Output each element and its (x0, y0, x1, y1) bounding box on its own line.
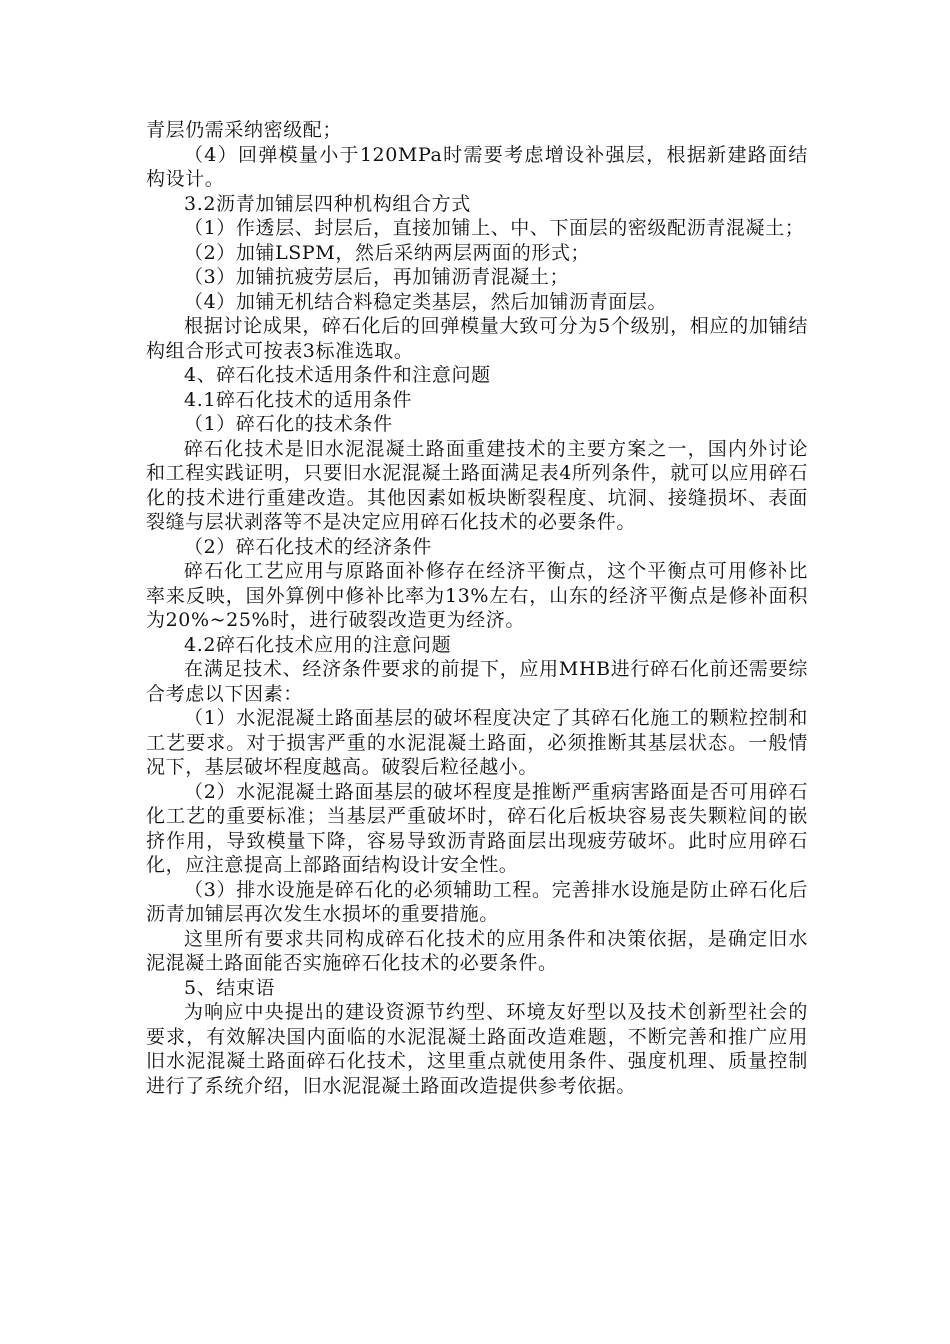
document-body (146, 118, 808, 1098)
list-item: （3）加铺抗疲劳层后，再加铺沥青混凝土； (184, 266, 570, 288)
list-item: （4）加铺无机结合料稳定类基层，然后加铺沥青面层。 (184, 290, 668, 313)
section-heading: 5、结束语 (184, 976, 276, 999)
subsection-heading: （1）碎石化的技术条件 (184, 413, 393, 435)
section-heading: 3.2沥青加铺层四种机构组合方式 (184, 192, 471, 215)
paragraph: 根据讨论成果，碎石化后的回弹模量大致可分为5个级别，相应的加铺结构组合形式可按表3标准选取。 (146, 315, 808, 362)
list-item: （2）水泥混凝土路面基层的破坏程度是推断严重病害路面是否可用碎石化工艺的重要标准；当基层严重破坏时，碎石化后板块容易丧失颗粒间的嵌挤作用，导致模量下降，容易导致沥青路面层出现疲劳破坏。此时应用碎石化，应注意提高上部路面结构设计安全性。 (146, 780, 808, 876)
section-heading: 4.1碎石化技术的适用条件 (184, 388, 413, 411)
subsection-heading: （2）碎石化技术的经济条件 (184, 535, 432, 558)
paragraph: 青层仍需采纳密级配； (146, 119, 343, 141)
list-item: （3）排水设施是碎石化的必须辅助工程。完善排水设施是防止碎石化后沥青加铺层再次发生水损坏的重要措施。 (146, 878, 808, 925)
paragraph: 这里所有要求共同构成碎石化技术的应用条件和决策依据，是确定旧水泥混凝土路面能否实施碎石化技术的必要条件。 (146, 927, 808, 974)
list-item: （1）作透层、封层后，直接加铺上、中、下面层的密级配沥青混凝土； (184, 217, 805, 239)
section-heading: 4.2碎石化技术应用的注意问题 (184, 633, 452, 656)
list-item: （2）加铺LSPM，然后采纳两层两面的形式； (184, 241, 591, 264)
paragraph: 碎石化工艺应用与原路面补修存在经济平衡点，这个平衡点可用修补比率来反映，国外算例中修补比率为13%左右，山东的经济平衡点是修补面积为20%~25%时，进行破裂改造更为经济。 (146, 560, 808, 631)
list-item: （1）水泥混凝土路面基层的破坏程度决定了其碎石化施工的颗粒控制和工艺要求。对于损害严重的水泥混凝土路面，必须推断其基层状态。一般情况下，基层破坏程度越高。破裂后粒径越小。 (146, 707, 808, 778)
section-heading: 4、碎石化技术适用条件和注意问题 (184, 364, 491, 386)
paragraph: 在满足技术、经济条件要求的前提下，应用MHB进行碎石化前还需要综合考虑以下因素： (146, 658, 808, 705)
paragraph: 碎石化技术是旧水泥混凝土路面重建技术的主要方案之一，国内外讨论和工程实践证明，只要旧水泥混凝土路面满足表4所列条件，就可以应用碎石化的技术进行重建改造。其他因素如板块断裂程度、坑洞、接缝损坏、表面裂缝与层状剥落等不是决定应用碎石化技术的必要条件。 (146, 437, 808, 533)
paragraph: 为响应中央提出的建设资源节约型、环境友好型以及技术创新型社会的要求，有效解决国内面临的水泥混凝土路面改造难题，不断完善和推广应用旧水泥混凝土路面碎石化技术，这里重点就使用条件、强度机理、质量控制进行了系统介绍，旧水泥混凝土路面改造提供参考依据。 (146, 1001, 808, 1097)
paragraph: （4）回弹模量小于120MPa时需要考虑增设补强层，根据新建路面结构设计。 (146, 143, 808, 190)
